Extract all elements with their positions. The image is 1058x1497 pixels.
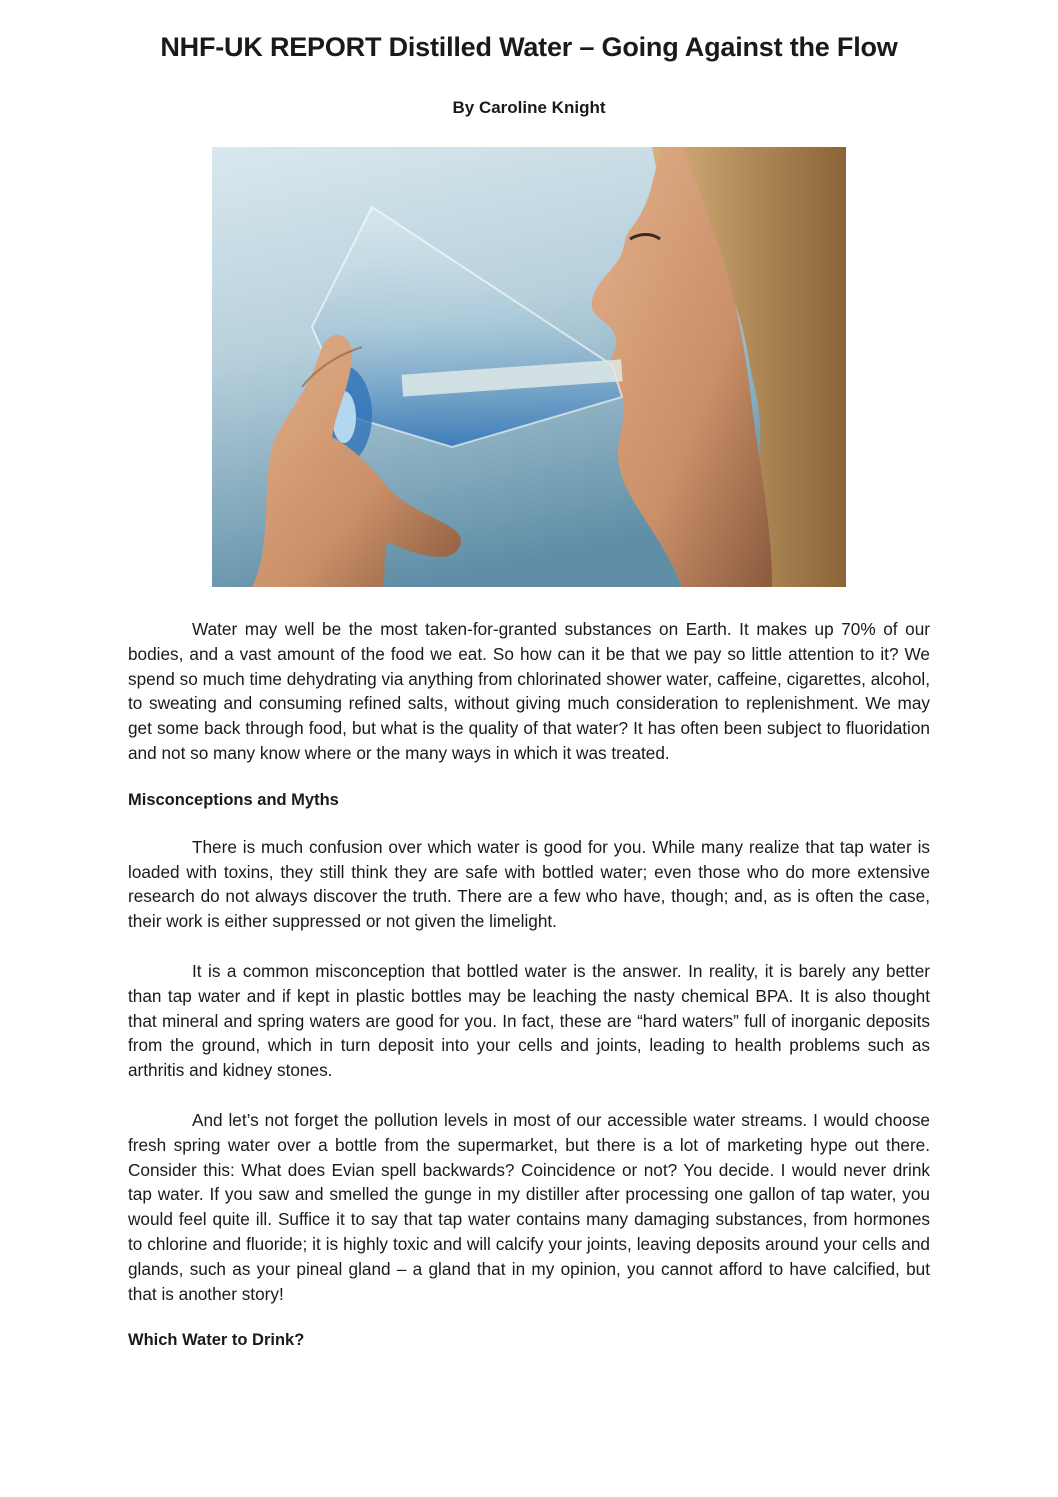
document-title: NHF-UK REPORT Distilled Water – Going Against the Flow bbox=[160, 32, 898, 62]
misconceptions-paragraph-3: And let’s not forget the pollution levels in most of our accessible water streams. I would choose fresh spring water over a bottle from the supermarket, but there is a lot of marketing hype out there. Consider this: What does Evian spell backwards? Coincidence or not? You decide. I would never drink tap water. If you saw and smelled the gunge in my distiller after processing one gallon of tap water, you would feel quite ill. Suffice it to say that tap water contains many damaging substances, from hormones to chlorine and fluoride; it is highly toxic and will calcify your joints, leaving deposits around your cells and glands, such as your pineal gland – a gland that in my opinion, you cannot afford to have calcified, but that is another story! bbox=[128, 1109, 930, 1304]
misconceptions-heading: Misconceptions and Myths bbox=[128, 790, 339, 809]
woman-drinking-water-photo bbox=[212, 147, 846, 587]
article-body bbox=[128, 617, 930, 1350]
byline: By Caroline Knight bbox=[452, 98, 606, 117]
misconceptions-paragraph-1: There is much confusion over which water is good for you. While many realize that tap water is loaded with toxins, they still think they are safe with bottled water; even those who do more extensive research do not always discover the truth. There are a few who have, though; and, as is often the case, their work is either suppressed or not given the limelight. bbox=[128, 836, 930, 932]
which-water-heading: Which Water to Drink? bbox=[128, 1331, 305, 1350]
misconceptions-paragraph-2: It is a common misconception that bottled water is the answer. In reality, it is barely any better than tap water and if kept in plastic bottles may be leaching the nasty chemical BPA. It is also thought that mineral and spring waters are good for you. In fact, these are “hard waters” full of inorganic deposits from the ground, which in turn deposit into your cells and joints, leading to health problems such as arthritis and kidney stones. bbox=[128, 960, 930, 1081]
intro-paragraph: Water may well be the most taken-for-granted substances on Earth. It makes up 70% of our bodies, and a vast amount of the food we eat. So how can it be that we pay so little attention to it? We spend so much time dehydrating via anything from chlorinated shower water, caffeine, cigarettes, alcohol, to sweating and consuming refined salts, without giving much consideration to replenishment. We may get some back through food, but what is the quality of that water? It has often been subject to fluoridation and not so many know where or the many ways in which it was treated. bbox=[128, 619, 930, 763]
